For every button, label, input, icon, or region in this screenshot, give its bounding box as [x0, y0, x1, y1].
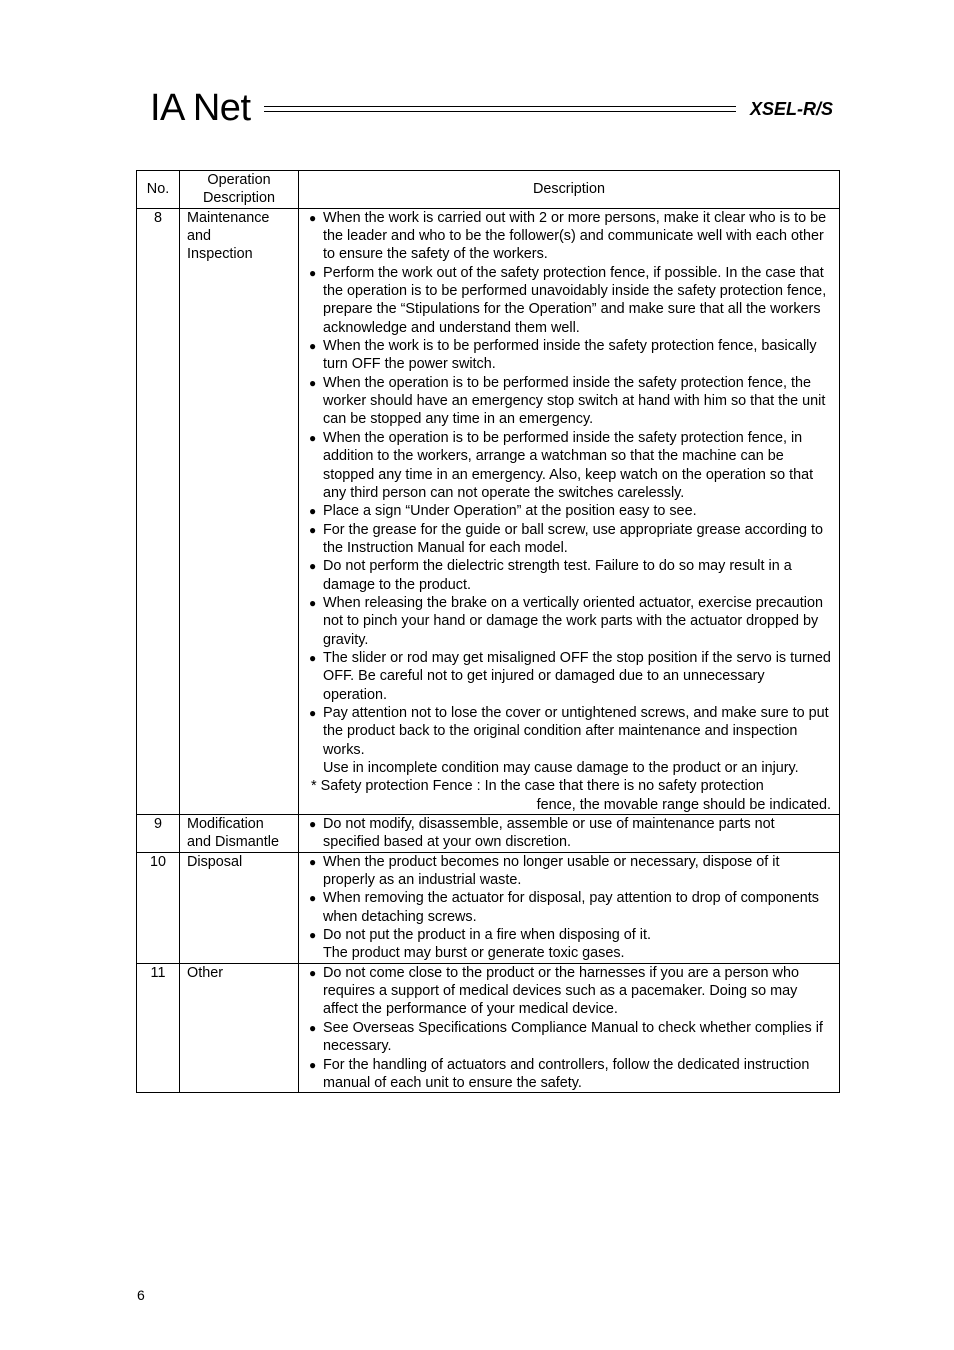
page-number: 6: [137, 1287, 145, 1303]
list-continuation: [307, 944, 831, 962]
list-item-text: Pay attention not to lose the cover or untightened screws, and make sure to put the product back to the original condition after maintenance and inspection works.: [323, 704, 829, 758]
table-row: [137, 852, 840, 963]
header-operation: [180, 171, 299, 209]
list-item-text: Do not perform the dielectric strength test. Failure to do so may result in a damage to the product.: [323, 558, 792, 593]
bullet-icon: ●: [309, 559, 317, 574]
list-item: [307, 926, 831, 944]
footnote-continuation: fence, the movable range should be indicated.: [536, 796, 831, 813]
continuation-text: The product may burst or generate toxic gases.: [323, 945, 625, 962]
list-continuation: [307, 759, 831, 777]
bullet-icon: ●: [309, 522, 317, 537]
list-item: [307, 264, 831, 337]
list-item: [307, 502, 831, 520]
bullet-icon: ●: [309, 891, 317, 906]
header-double-rule: [264, 106, 736, 112]
bullet-icon: ●: [309, 650, 317, 665]
list-item: [307, 374, 831, 429]
brand-title: IA Net: [150, 87, 251, 129]
list-item: [307, 521, 831, 558]
list-item-text: When the work is carried out with 2 or more persons, make it clear who is to be the leader and who to be the follower(s) and communicate well with each other to ensure the safety of the workers.: [323, 209, 827, 263]
footnote-text: * Safety protection Fence : In the case that there is no safety protection: [311, 778, 764, 795]
bullet-icon: ●: [309, 928, 317, 943]
list-item: [307, 557, 831, 594]
bullet-icon: ●: [309, 854, 317, 869]
operation-label: Modification and Dismantle: [187, 816, 279, 851]
bullet-icon: ●: [309, 375, 317, 390]
description-cell: [299, 815, 840, 853]
list-item-text: Perform the work out of the safety protection fence, if possible. In the case that the operation is to be performed unavoidably inside the safety protection fence, prepare the “Stipulations for the Operation” and make sure that all the workers acknowledge and understand them well.: [323, 264, 827, 336]
list-item-text: See Overseas Specifications Compliance Manual to check whether complies if necessary.: [323, 1019, 823, 1055]
bullet-icon: ●: [309, 595, 317, 610]
list-item-text: When the product becomes no longer usable or necessary, dispose of it properly as an industrial waste.: [323, 853, 780, 889]
footnote: [307, 777, 831, 814]
row-number: 9: [137, 815, 180, 853]
bullet-list: [307, 853, 831, 963]
list-item: [307, 594, 831, 649]
list-item-text: When releasing the brake on a vertically oriented actuator, exercise precaution not to pinch your hand or damage the work parts with the actuator dropped by gravity.: [323, 594, 823, 648]
row-number: 11: [137, 963, 180, 1092]
bullet-icon: ●: [309, 817, 317, 832]
bullet-icon: ●: [309, 210, 317, 225]
description-cell: [299, 963, 840, 1092]
operation-cell: [180, 963, 299, 1092]
table-row: [137, 208, 840, 814]
table-row: [137, 963, 840, 1092]
operation-label: Other: [187, 964, 223, 981]
list-item-text: Do not come close to the product or the harnesses if you are a person who requires a support of medical devices such as a pacemaker. Doing so may affect the performance of your medical device.: [323, 964, 799, 1018]
header-description: Description: [299, 171, 840, 209]
list-item-text: When the operation is to be performed inside the safety protection fence, in addition to the workers, arrange a watchman so that the machine can be stopped any time in an emergency. Also, keep watch on the operation so that any third person can not operate the switches carelessly.: [323, 429, 814, 501]
list-item: [307, 964, 831, 1019]
page-header: [150, 86, 840, 130]
list-item-text: When the operation is to be performed inside the safety protection fence, the worker should have an emergency stop switch at hand with him so that the unit can be stopped any time in an emergency.: [323, 374, 826, 428]
list-item: [307, 209, 831, 264]
description-cell: [299, 208, 840, 814]
bullet-list: [307, 209, 831, 778]
operation-cell: [180, 815, 299, 853]
bullet-icon: ●: [309, 430, 317, 445]
list-item: [307, 429, 831, 502]
bullet-icon: ●: [309, 265, 317, 280]
bullet-icon: ●: [309, 965, 317, 980]
list-item-text: When removing the actuator for disposal, pay attention to drop of components when detaching screws.: [323, 890, 819, 925]
list-item: [307, 1056, 831, 1093]
list-item: [307, 815, 831, 852]
list-item: [307, 1019, 831, 1056]
list-item-text: For the grease for the guide or ball screw, use appropriate grease according to the Instruction Manual for each model.: [323, 521, 823, 556]
list-item: [307, 337, 831, 374]
safety-table: [136, 170, 840, 1093]
bullet-icon: ●: [309, 339, 317, 354]
bullet-list: [307, 964, 831, 1092]
table-row: [137, 815, 840, 853]
operation-label: Maintenance and Inspection: [187, 209, 270, 263]
operation-cell: [180, 208, 299, 814]
list-item-text: Do not modify, disassemble, assemble or use of maintenance parts not specified based at your own discretion.: [323, 816, 775, 851]
list-item-text: When the work is to be performed inside the safety protection fence, basically turn OFF the power switch.: [323, 338, 817, 373]
continuation-text: Use in incomplete condition may cause damage to the product or an injury.: [323, 760, 799, 776]
list-item: [307, 704, 831, 759]
table-body: [137, 208, 840, 1093]
list-item: [307, 853, 831, 890]
bullet-icon: ●: [309, 504, 317, 519]
description-cell: [299, 852, 840, 963]
list-item-text: For the handling of actuators and controllers, follow the dedicated instruction manual of each unit to ensure the safety.: [323, 1056, 810, 1091]
list-item: [307, 889, 831, 926]
row-number: 10: [137, 852, 180, 963]
bullet-icon: ●: [309, 705, 317, 720]
bullet-icon: ●: [309, 1020, 317, 1035]
bullet-icon: ●: [309, 1057, 317, 1072]
list-item: [307, 649, 831, 704]
list-item-text: Place a sign “Under Operation” at the position easy to see.: [323, 503, 697, 520]
header-no: No.: [137, 171, 180, 209]
list-item-text: Do not put the product in a fire when disposing of it.: [323, 927, 651, 944]
header-operation-label: Operation Description: [203, 172, 275, 207]
list-item-text: The slider or rod may get misaligned OFF the stop position if the servo is turned OFF. Be careful not to get injured or damaged due to an unnecessary operation.: [323, 649, 831, 703]
operation-cell: [180, 852, 299, 963]
operation-label: Disposal: [187, 853, 243, 870]
table-header-row: [137, 171, 840, 209]
model-name: XSEL-R/S: [749, 99, 833, 119]
bullet-list: [307, 815, 831, 852]
row-number: 8: [137, 208, 180, 814]
